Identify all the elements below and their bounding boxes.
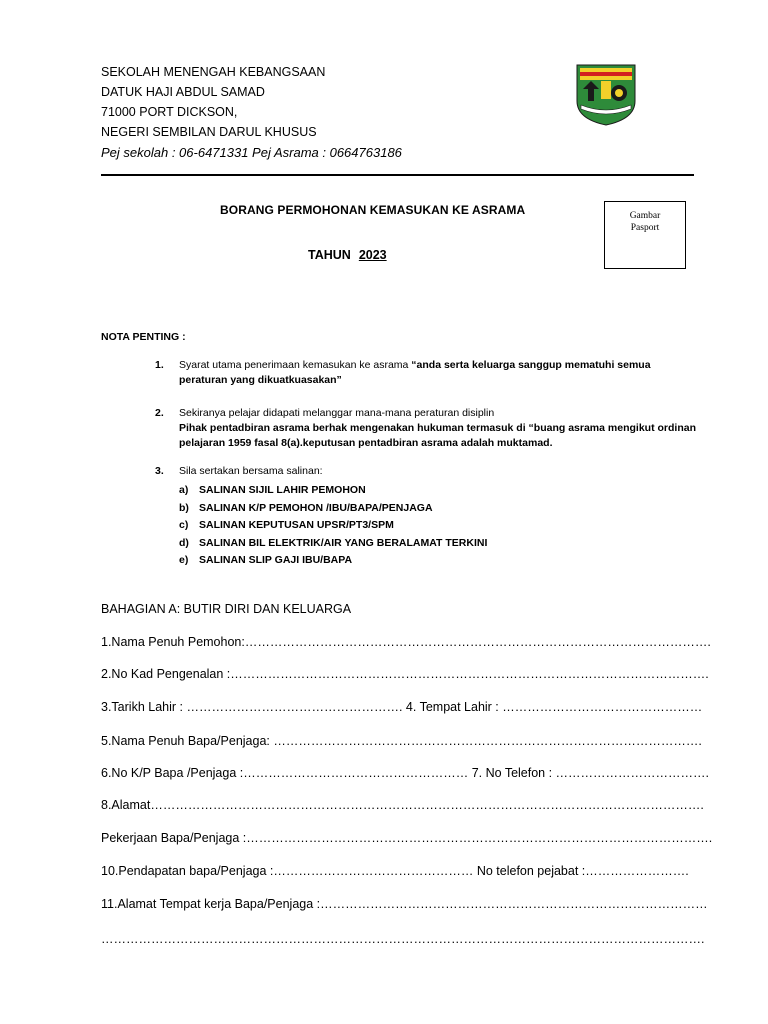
- note-number: 2.: [155, 407, 164, 419]
- birth-date-place-field[interactable]: 3.Tarikh Lahir : ……………………………………………. 4. Tempat Lahir : …………………………………………: [101, 700, 703, 714]
- header-divider: [101, 174, 694, 176]
- section-a-heading: BAHAGIAN A: BUTIR DIRI DAN KELUARGA: [101, 602, 352, 616]
- year-label: TAHUN: [308, 248, 351, 262]
- contact-numbers: Pej sekolah : 06-6471331 Pej Asrama : 0664763186: [101, 145, 402, 160]
- passport-photo-box: [604, 201, 686, 269]
- parent-name-field[interactable]: 5.Nama Penuh Bapa/Penjaga: ………………………………………………………………………………………….: [101, 734, 702, 748]
- list-item: [179, 482, 700, 500]
- form-title: BORANG PERMOHONAN KEMASUKAN KE ASRAMA: [220, 203, 526, 217]
- parent-occupation-field[interactable]: Pekerjaan Bapa/Penjaga :………………………………………………………………………………………………….: [101, 831, 713, 845]
- list-text: SALINAN SIJIL LAHIR PEMOHON: [199, 484, 366, 496]
- attachment-list: [179, 482, 700, 570]
- note-plain-text: Sekiranya pelajar didapati melanggar mana-mana peraturan disiplin: [179, 407, 495, 419]
- list-item: [179, 517, 700, 535]
- school-line: NEGERI SEMBILAN DARUL KHUSUS: [101, 125, 317, 139]
- applicant-name-field[interactable]: 1.Nama Penuh Pemohon:………………………………………………………………………………………………….: [101, 635, 711, 649]
- note-text: [179, 406, 700, 451]
- list-letter: e): [179, 554, 189, 566]
- list-text: SALINAN BIL ELEKTRIK/AIR YANG BERALAMAT TERKINI: [199, 536, 488, 549]
- ic-number-field[interactable]: 2.No Kad Pengenalan :…………………………………………………………………………………………………….: [101, 667, 709, 681]
- note-item: [155, 406, 700, 451]
- note-number: 1.: [155, 359, 164, 371]
- list-item: [179, 552, 700, 570]
- note-number: 3.: [155, 465, 164, 477]
- list-letter: a): [179, 484, 189, 496]
- year-row: [308, 248, 387, 262]
- note-item: [155, 358, 700, 388]
- year-value: 2023: [358, 248, 387, 262]
- list-item: [179, 500, 700, 518]
- school-line: 71000 PORT DICKSON,: [101, 105, 238, 119]
- income-office-phone-field[interactable]: 10.Pendapatan bapa/Penjaga :………………………………………… No telefon pejabat :…………………….: [101, 864, 689, 878]
- note-bold-text: Pihak pentadbiran asrama berhak mengenakan hukuman termasuk di “buang asrama mengikut ordinan pelajaran 1959 fasal 8(a).keputusan pentadbiran asrama adalah muktamad.: [179, 422, 696, 449]
- school-line: DATUK HAJI ABDUL SAMAD: [101, 85, 265, 99]
- note-plain-text: Syarat utama penerimaan kemasukan ke asrama: [179, 359, 412, 371]
- address-field[interactable]: 8.Alamat…………………………………………………………………………………………………………………….: [101, 798, 704, 812]
- list-text: SALINAN KEPUTUSAN UPSR/PT3/SPM: [199, 519, 394, 531]
- photo-box-label: Gambar: [629, 211, 661, 221]
- photo-box-label: Pasport: [630, 223, 660, 233]
- list-item: [179, 535, 700, 553]
- notes-heading: NOTA PENTING :: [101, 331, 186, 343]
- note-text: [179, 358, 700, 388]
- note-item: [155, 464, 700, 570]
- list-text: SALINAN K/P PEMOHON /IBU/BAPA/PENJAGA: [199, 501, 433, 514]
- list-text: SALINAN SLIP GAJI IBU/BAPA: [199, 554, 353, 566]
- school-line: SEKOLAH MENENGAH KEBANGSAAN: [101, 65, 326, 79]
- school-crest-icon: [571, 61, 641, 127]
- workplace-address-field[interactable]: 11.Alamat Tempat kerja Bapa/Penjaga :…………………………………………………………………………………: [101, 897, 708, 911]
- list-letter: b): [179, 501, 189, 514]
- list-letter: c): [179, 519, 189, 531]
- note-text: Sila sertakan bersama salinan:: [179, 465, 323, 477]
- note-bold-text: “anda serta keluarga sanggup mematuhi semua peraturan yang dikuatkuasakan”: [179, 359, 651, 386]
- list-letter: d): [179, 536, 189, 549]
- parent-ic-phone-field[interactable]: 6.No K/P Bapa /Penjaga :……………………………………………… 7. No Telefon : ……………………………….: [101, 766, 710, 780]
- school-address: [101, 62, 325, 142]
- workplace-address-continuation[interactable]: ……………………………………………………………………………………………………………………………….: [101, 932, 705, 946]
